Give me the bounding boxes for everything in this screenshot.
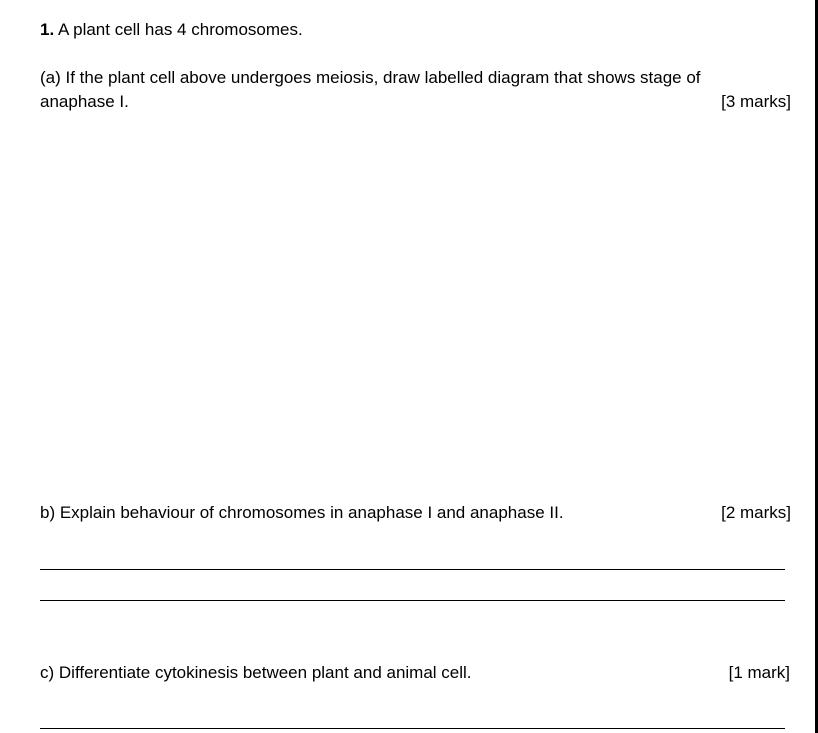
part-a-text-line2: anaphase I. bbox=[40, 92, 129, 111]
question-number: 1. bbox=[40, 20, 55, 39]
answer-line-b-2[interactable] bbox=[40, 600, 785, 601]
diagram-drawing-area[interactable] bbox=[40, 120, 790, 490]
answer-line-c-1[interactable] bbox=[40, 728, 785, 729]
question-1-heading bbox=[40, 20, 303, 40]
part-c-marks: [1 mark] bbox=[728, 663, 790, 682]
part-b-marks: [2 marks] bbox=[721, 503, 791, 522]
answer-line-b-1[interactable] bbox=[40, 569, 785, 570]
part-b-text: b) Explain behaviour of chromosomes in anaphase I and anaphase II. bbox=[40, 503, 564, 522]
part-a-text-line1: (a) If the plant cell above undergoes meiosis, draw labelled diagram that shows stage of bbox=[40, 68, 701, 87]
question-stem: A plant cell has 4 chromosomes. bbox=[57, 20, 303, 39]
part-c-text: c) Differentiate cytokinesis between plant and animal cell. bbox=[40, 663, 472, 682]
part-a-marks: [3 marks] bbox=[721, 92, 791, 111]
